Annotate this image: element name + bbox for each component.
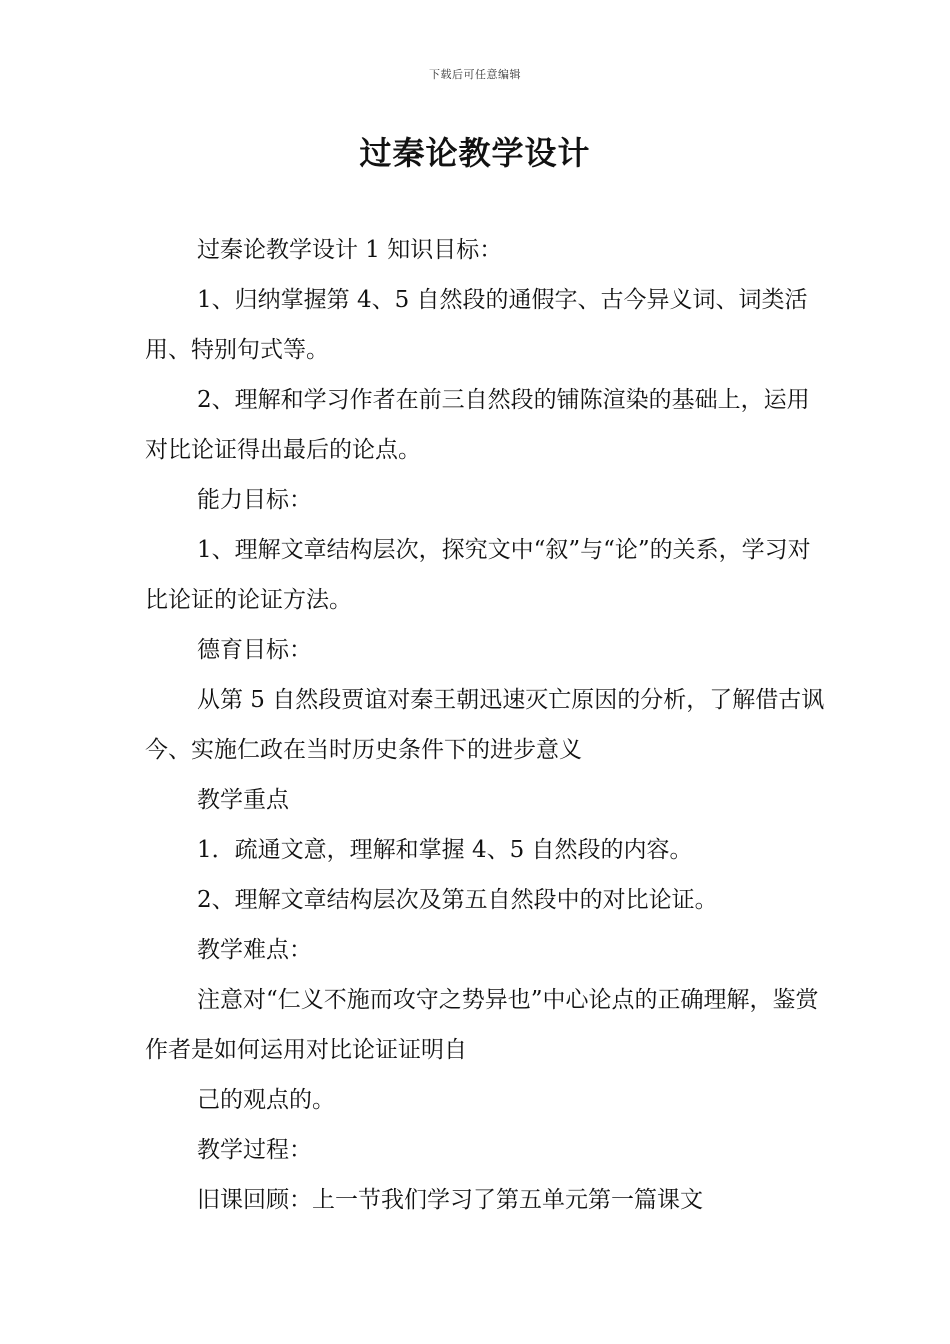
paragraph: 从第 5 自然段贾谊对秦王朝迅速灭亡原因的分析，了解借古讽今、实施仁政在当时历史条件下的进步意义 [145, 687, 825, 763]
paragraph: 2、理解和学习作者在前三自然段的铺陈渲染的基础上，运用对比论证得出最后的论点。 [145, 387, 810, 463]
document-body [145, 225, 825, 1225]
paragraph: 教学重点 [197, 787, 289, 813]
paragraph: 教学难点： [197, 937, 312, 963]
paragraph: 能力目标： [197, 487, 312, 513]
paragraph: 1、归纳掌握第 4、5 自然段的通假字、古今异义词、词类活用、特别句式等。 [145, 287, 808, 363]
paragraph: 己的观点的。 [197, 1087, 335, 1113]
paragraph: 2、理解文章结构层次及第五自然段中的对比论证。 [197, 887, 718, 913]
paragraph: 1、理解文章结构层次，探究文中“叙”与“论”的关系，学习对比论证的论证方法。 [145, 537, 811, 613]
paragraph: 注意对“仁义不施而攻守之势异也”中心论点的正确理解，鉴赏作者是如何运用对比论证证明自 [145, 987, 819, 1063]
paragraph: 1．疏通文意，理解和掌握 4、5 自然段的内容。 [197, 837, 693, 863]
document-title: 过秦论教学设计 [359, 134, 591, 172]
paragraph: 过秦论教学设计 1 知识目标： [197, 237, 503, 263]
paragraph: 德育目标： [197, 637, 312, 663]
paragraph: 旧课回顾：上一节我们学习了第五单元第一篇课文 [197, 1187, 703, 1213]
paragraph: 教学过程： [197, 1137, 312, 1163]
header-note: 下载后可任意编辑 [429, 68, 521, 81]
